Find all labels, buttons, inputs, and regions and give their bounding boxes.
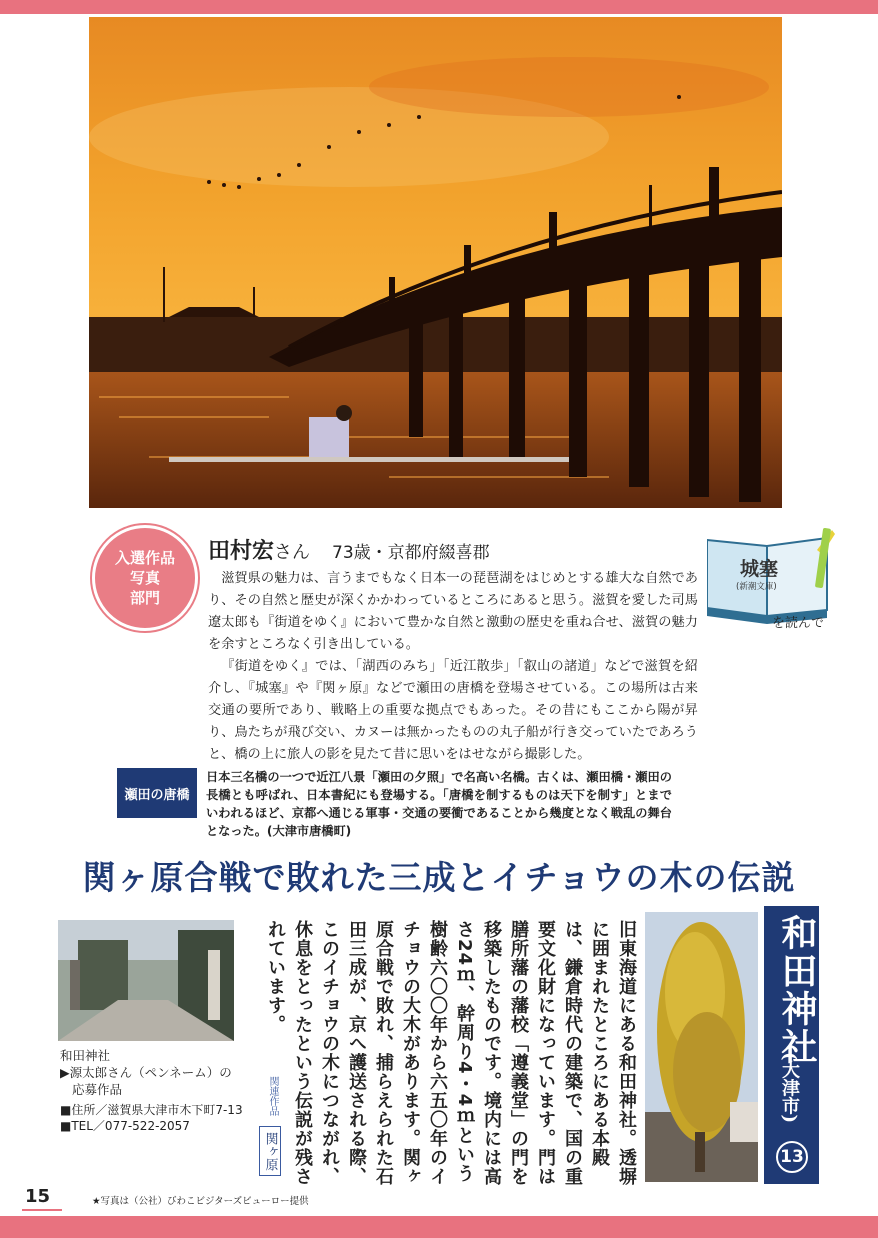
place-description: 日本三名橋の一つで近江八景「瀬田の夕照」で名高い名橋。古くは、瀬田橋・瀬田の長橋とも呼ばれ、日本書紀にも登場する。「唐橋を制するものは天下を制す」とまでいわれるほど、京都へ通じる軍事・交通の要衝であることから幾度となく戦乱の舞台となった。(大津市唐橋町) [206,770,672,838]
essay-paragraph: 『街道をゆく』では、「湖西のみち」「近江散歩」「叡山の諸道」などで滋賀を紹介し、『城塞』や『関ヶ原』などで瀬田の唐橋を登場させている。この場所は古来交通の要所であり、戦略上の重要な拠点でもあった。その昔にもここから陽が昇り、鳥たちが飛び交い、カヌーは無かったものの丸子船が行き交っていたであろうと、橋の上に旅人の影を見たて昔に思いをはせながら撮影した。 [208,659,698,762]
shrine-name: 和田神社 [776,914,818,1066]
shrine-number: 13 [776,1141,808,1173]
category-line-3: 部門 [129,589,160,607]
shrine-city: (大津市) [779,1052,800,1124]
shrine-story: 旧東海道にある和田神社。透塀に囲まれたところにある本殿は、鎌倉時代の建築で、国の重要文化財になっています。門は膳所藩の藩校「遵義堂」の門を移築したものです。境内には高さ24ｍ、幹周り4・4ｍという樹齢六〇〇年から六五〇年のイチョウの大木があります。関ヶ原合戦で敗れ、捕らえられた石田三成が、京へ護送される際、このイチョウの木につながれ、休息をとったという伝説が残されています。 [265,920,637,1186]
category-line-1: 入選作品 [114,549,175,567]
caption-applicant: ▶源太郎さん（ペンネーム）の [60,1065,232,1080]
essay-body [208,568,698,766]
wada-shrine-photo [58,920,234,1041]
caption-tel: ■TEL／077-522-2057 [60,1119,190,1133]
seta-bridge-photo [89,17,782,508]
page-number-underline [22,1209,62,1211]
author-line [208,534,490,565]
caption-title: 和田神社 [60,1048,111,1063]
bottom-accent-bar [0,1216,878,1238]
category-badge [92,525,198,631]
book-publisher: (新潮文庫) [736,582,777,592]
page-number: 15 [25,1186,51,1207]
ginkgo-tree-photo [645,912,758,1182]
caption-address: ■住所／滋賀県大津市木下町7-13 [60,1103,243,1117]
book-title: 城塞 [740,558,779,580]
category-line-2: 写真 [129,569,160,587]
author-suffix: さん [274,542,311,563]
related-works-title: 関ヶ原 [259,1126,281,1176]
section-headline: 関ヶ原合戦で敗れた三成とイチョウの木の伝説 [82,858,796,897]
top-accent-bar [0,0,878,14]
related-works-label: 関連作品 [267,1076,278,1116]
author-name: 田村宏 [208,539,275,564]
author-age-place: 73歳・京都府綴喜郡 [332,543,490,563]
caption-applicant-2: 応募作品 [72,1082,123,1097]
place-label: 瀬田の唐橋 [117,768,197,818]
photo-credit: ★写真は（公社）びわこビジターズビューロー提供 [92,1196,309,1207]
book-read-label: を読んで [772,616,825,631]
photo-caption [60,1047,243,1134]
essay-paragraph: 滋賀県の魅力は、言うまでもなく日本一の琵琶湖をはじめとする雄大な自然であり、その自然と歴史が深くかかわっているところにあると思う。滋賀を愛した司馬遼太郎も『街道をゆく』において豊かな自然と激動の歴史を重ね合せ、滋賀の魅力を余すところなく引き出している。 [208,571,698,652]
